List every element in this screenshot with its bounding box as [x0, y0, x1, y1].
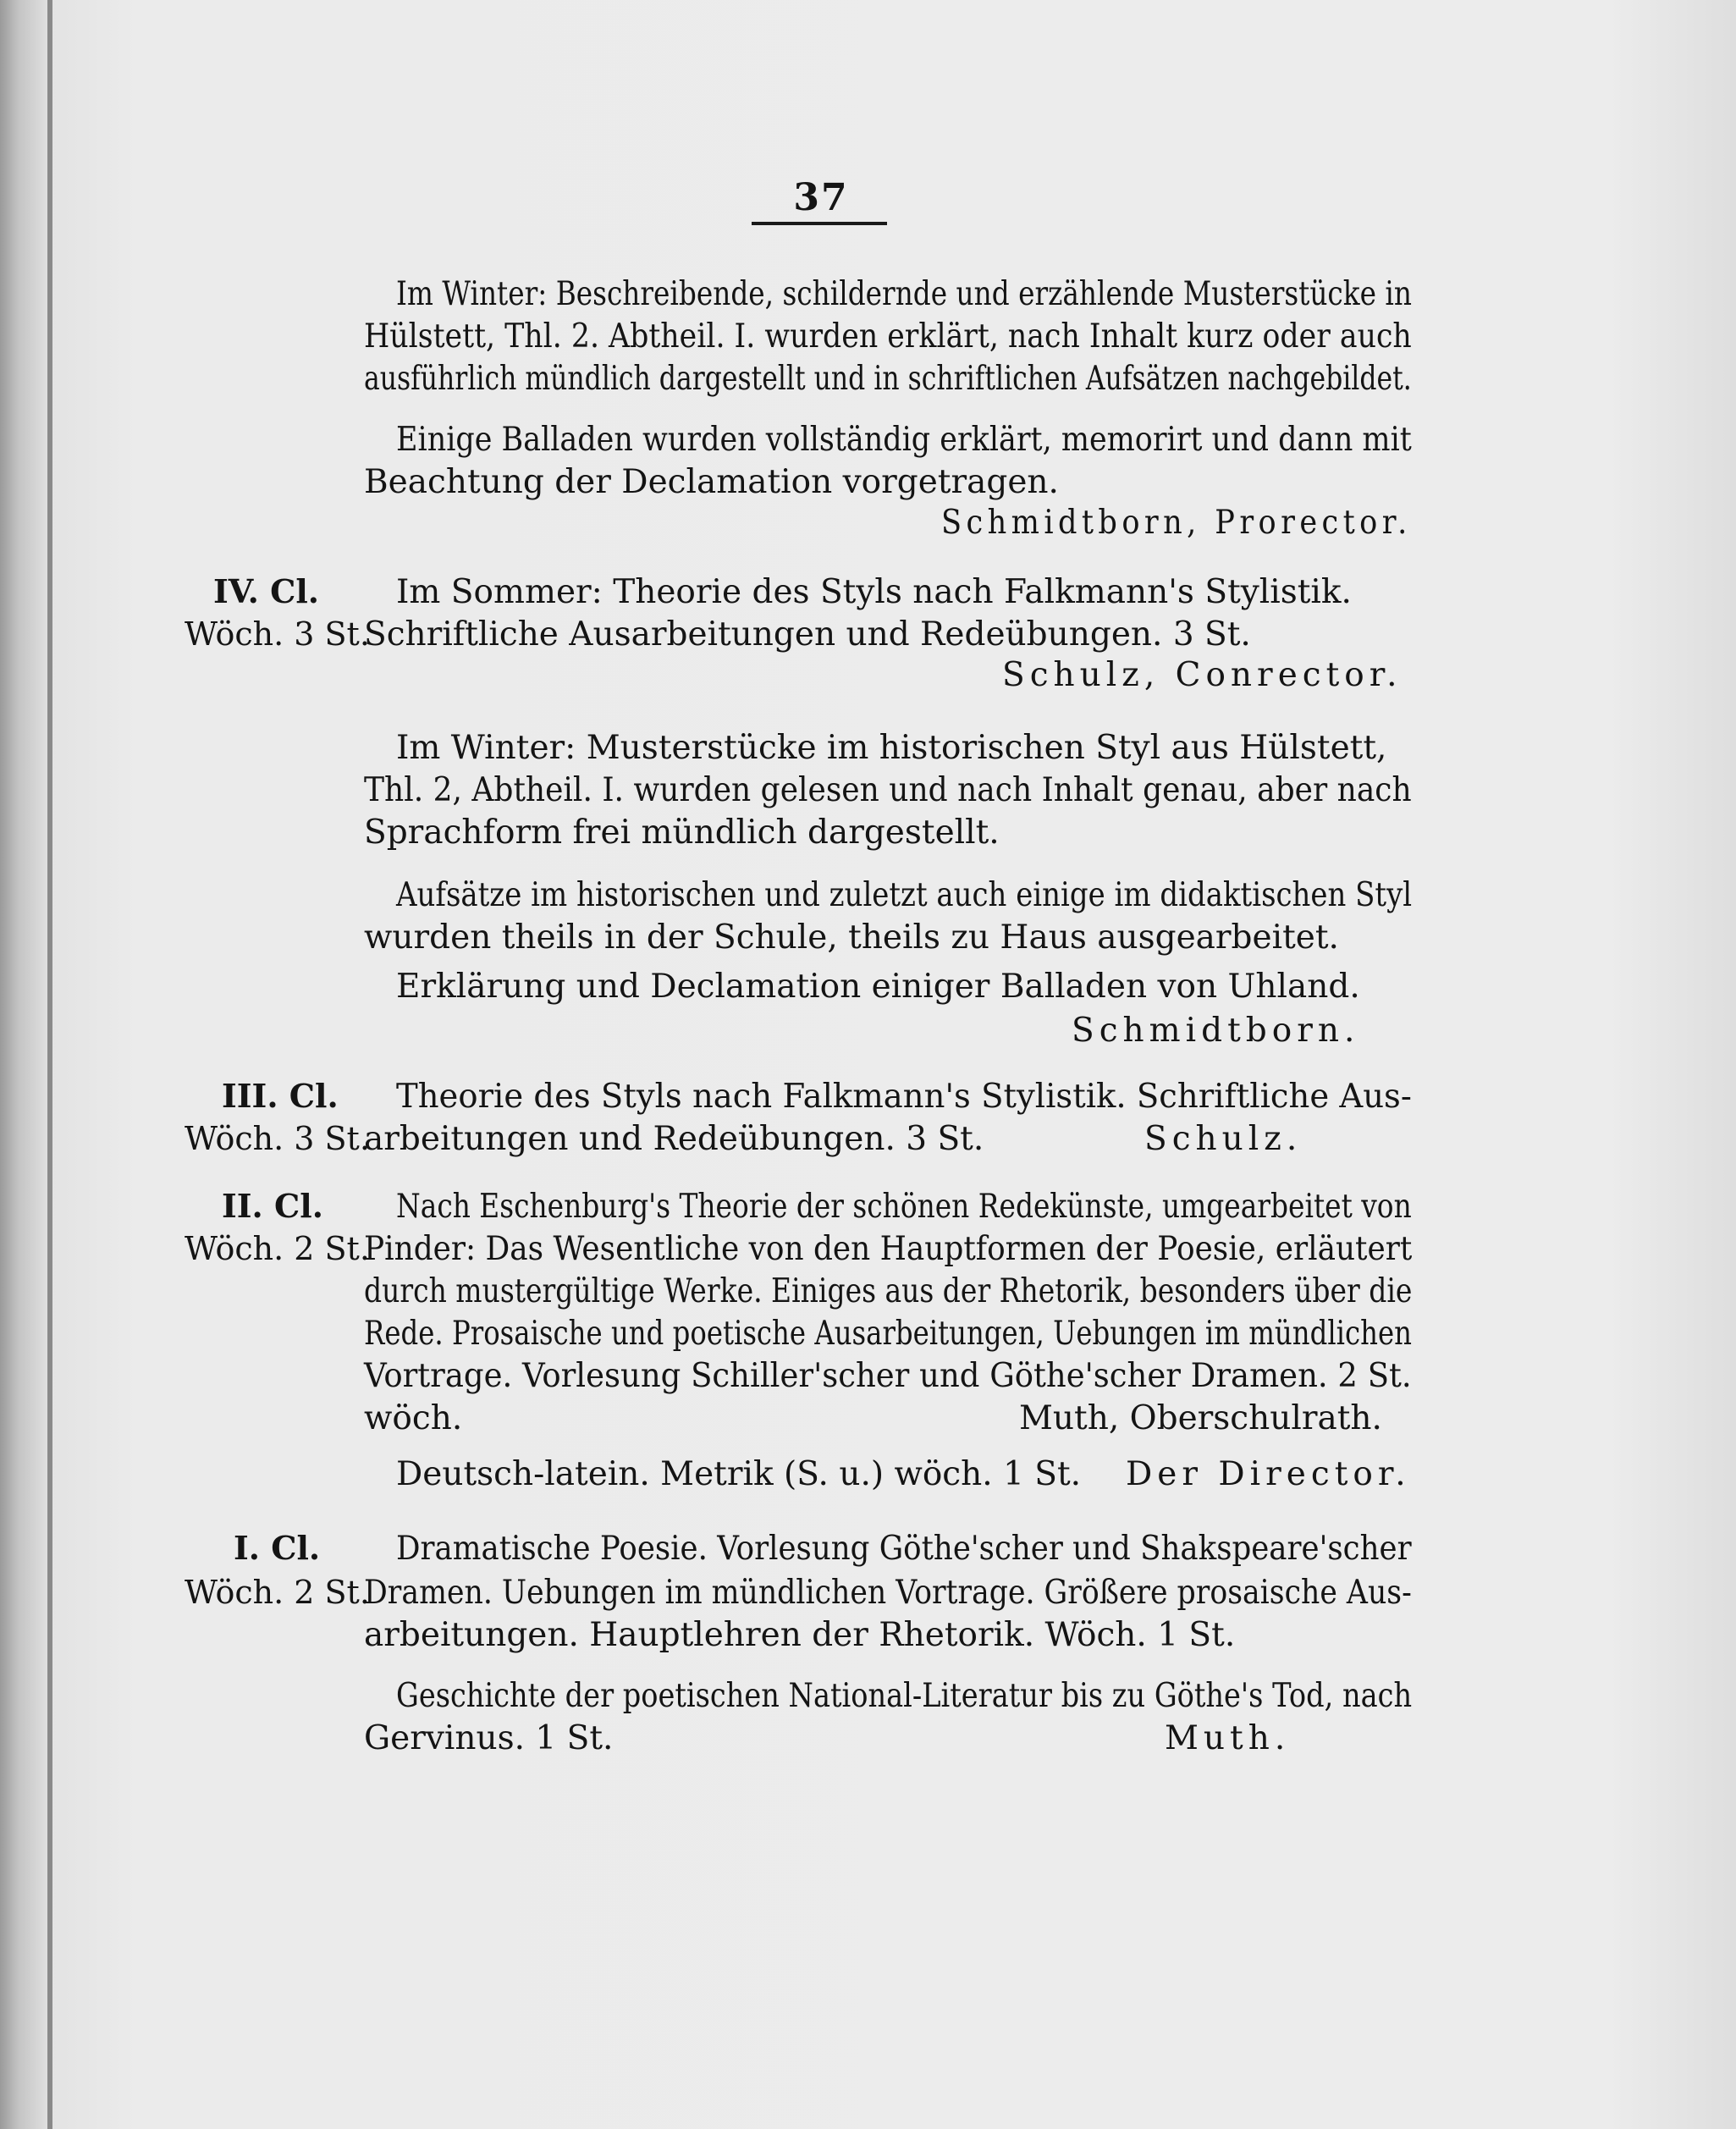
text-line-22: durch mustergültige Werke. Einiges aus der Rhetorik, besonders über die [364, 1272, 1413, 1310]
signature-schmidtborn: Schmidtborn. [1072, 1012, 1360, 1050]
text-line-21: Pinder: Das Wesentliche von den Hauptformen der Poesie, erläutert [364, 1230, 1413, 1268]
text-line-25: wöch. [364, 1399, 463, 1437]
hours-label-iii: Wöch. 3 St. [185, 1120, 370, 1157]
text-line-7: Im Sommer: Theorie des Styls nach Falkmann's Stylistik. [396, 573, 1352, 611]
text-line-27: Deutsch-latein. Metrik (S. u.) wöch. 1 St. [396, 1455, 1082, 1493]
signature-schulz-conrector: Schulz, Conrector. [1002, 656, 1403, 694]
text-line-30: Dramen. Uebungen im mündlichen Vortrage. Größere prosaische Aus- [364, 1574, 1412, 1612]
class-label-ii: II. Cl. [222, 1187, 323, 1225]
text-line-1: Im Winter: Beschreibende, schildernde und erzählende Musterstücke in [396, 275, 1412, 313]
class-label-iii: III. Cl. [222, 1077, 339, 1115]
text-line-12: Sprachform frei mündlich dargestellt. [364, 814, 1000, 852]
hours-label-i: Wöch. 2 St. [185, 1574, 370, 1611]
text-line-23: Rede. Prosaische und poetische Ausarbeitungen, Uebungen im mündlichen [364, 1315, 1412, 1353]
signature-muth: Muth. [1165, 1719, 1291, 1757]
signature-schulz: Schulz. [1144, 1120, 1303, 1158]
hours-label-ii: Wöch. 2 St. [185, 1230, 370, 1267]
text-line-18: arbeitungen und Redeübungen. 3 St. [364, 1120, 984, 1158]
text-line-29: Dramatische Poesie. Vorlesung Göthe'scher und Shakspeare'scher [396, 1530, 1412, 1568]
text-line-14: wurden theils in der Schule, theils zu Haus ausgearbeitet. [364, 918, 1339, 957]
text-line-13: Aufsätze im historischen und zuletzt auch einige im didaktischen Styl [396, 876, 1413, 914]
text-line-10: Im Winter: Musterstücke im historischen Styl aus Hülstett, [396, 729, 1387, 767]
header-rule [752, 222, 887, 225]
class-label-iv: IV. Cl. [213, 572, 319, 610]
page-binding-edge [47, 0, 52, 2129]
text-line-32: Geschichte der poetischen National-Literatur bis zu Göthe's Tod, nach [396, 1677, 1413, 1715]
class-label-i: I. Cl. [234, 1529, 321, 1567]
signature-schmidtborn-prorector: Schmidtborn, Prorector. [941, 504, 1412, 542]
text-line-2: Hülstett, Thl. 2. Abtheil. I. wurden erklärt, nach Inhalt kurz oder auch [364, 317, 1412, 356]
text-line-11: Thl. 2, Abtheil. I. wurden gelesen und nach Inhalt genau, aber nach [364, 771, 1412, 809]
page-number: 37 [793, 176, 849, 219]
text-line-20: Nach Eschenburg's Theorie der schönen Redekünste, umgearbeitet von [396, 1188, 1412, 1226]
text-line-33: Gervinus. 1 St. [364, 1719, 614, 1757]
text-line-8: Schriftliche Ausarbeitungen und Redeübungen. 3 St. [364, 615, 1251, 654]
signature-director: Der Director. [1126, 1455, 1411, 1493]
hours-label-iv: Wöch. 3 St. [185, 615, 370, 653]
text-line-17: Theorie des Styls nach Falkmann's Stylistik. Schriftliche Aus- [396, 1078, 1412, 1116]
text-line-15: Erklärung und Declamation einiger Balladen von Uhland. [396, 968, 1360, 1006]
text-line-4: Einige Balladen wurden vollständig erklärt, memorirt und dann mit [396, 421, 1412, 459]
text-line-5: Beachtung der Declamation vorgetragen. [364, 463, 1059, 501]
signature-muth-oberschulrath: Muth, Oberschulrath. [1019, 1399, 1382, 1437]
text-line-3: ausführlich mündlich dargestellt und in schriftlichen Aufsätzen nachgebildet. [364, 360, 1412, 398]
text-line-31: arbeitungen. Hauptlehren der Rhetorik. Wöch. 1 St. [364, 1616, 1236, 1654]
text-line-24: Vortrage. Vorlesung Schiller'scher und Göthe'scher Dramen. 2 St. [364, 1357, 1412, 1395]
